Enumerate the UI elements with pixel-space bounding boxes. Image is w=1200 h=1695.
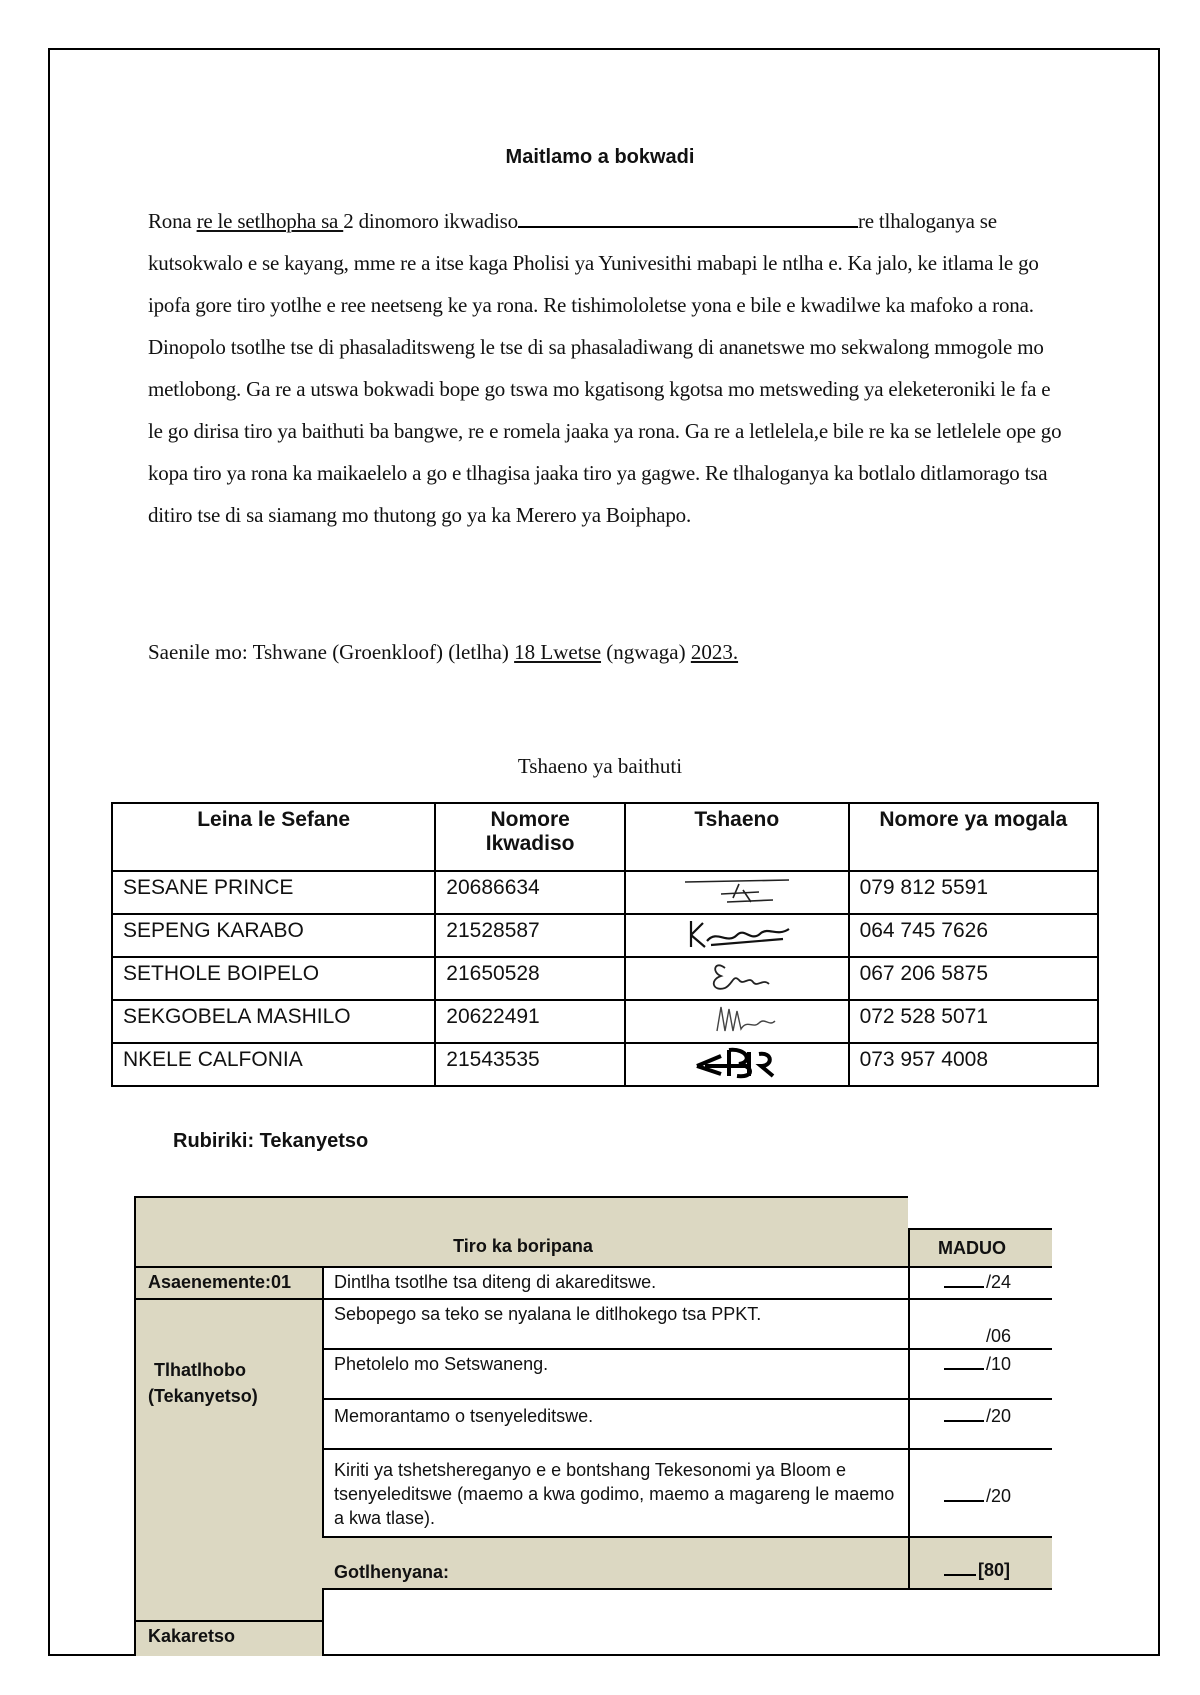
signed-year-label: (ngwaga) (601, 640, 691, 664)
table-row (112, 957, 1098, 1000)
students-table (111, 802, 1099, 1087)
student-phone: 079 812 5591 (849, 871, 1098, 914)
declaration-paragraph (148, 200, 1068, 536)
rubric-item-mark (944, 1406, 1011, 1427)
document-title: Maitlamo a bokwadi (505, 146, 695, 168)
student-name: SESANE PRINCE (112, 871, 435, 914)
student-number: 21543535 (435, 1043, 625, 1086)
header-phone: Nomore ya mogala (849, 803, 1098, 871)
table-row (112, 914, 1098, 957)
rubric-item-mark (986, 1326, 1011, 1347)
student-signature (625, 957, 849, 1000)
para-lead: Rona (148, 209, 197, 233)
rubric-left-column (134, 1266, 322, 1656)
student-number: 20622491 (435, 1000, 625, 1043)
student-name: SEPENG KARABO (112, 914, 435, 957)
student-number: 21650528 (435, 957, 625, 1000)
student-phone: 067 206 5875 (849, 957, 1098, 1000)
signature-2-icon (677, 915, 797, 951)
assessment-label: Asaenemente:01 (148, 1272, 292, 1292)
mark-value: /06 (986, 1326, 1012, 1346)
mark-blank (944, 1560, 976, 1576)
student-signature (625, 1043, 849, 1086)
total-label: Gotlhenyana: (334, 1562, 450, 1582)
signature-3-icon (677, 958, 797, 994)
evaluation-label-1: Tlhatlhobo (154, 1360, 246, 1380)
mark-blank (944, 1272, 984, 1288)
rubric-total-divider (908, 1538, 910, 1588)
signed-prefix: Saenile mo: Tshwane (Groenkloof) (letlha) (148, 640, 515, 664)
student-phone: 072 528 5071 (849, 1000, 1098, 1043)
rubric-header-marks-cell (908, 1228, 1052, 1266)
student-signature (625, 871, 849, 914)
left-divider-bottom (134, 1620, 322, 1622)
mark-value: /20 (986, 1486, 1012, 1506)
total-mark (944, 1560, 1010, 1581)
mark-blank (944, 1406, 984, 1422)
para-group-phrase: re le setlhopha sa (196, 209, 344, 233)
para-after-blank: re (857, 209, 874, 233)
row-line (322, 1588, 1052, 1590)
para-body: tlhaloganya se kutsokwalo e se kayang, mme re a itse kaga Pholisi ya Yunivesithi mabapi le ntlha e. Ka jalo, ke itlama le go ipofa gore tiro yotlhe e ree neetseng ke ya rona. Re tishimololetse yona e bile e kwadilwe ka mafoko a rona. Dinopolo tsotlhe tse di phasaladitsweng le tse di sa phasaladiwang di ananetswe mo sekwalong mmogole mo metlobong. Ga re a utswa bokwadi bope go tswa mo kgatisong kgotsa mo metsweding ya eleketeroniki le fa e le go dirisa tiro ya baithuti ba bangwe, re e romela jaaka ya rona. Ga re a letlelela,e bile re ka se letlelele ope go kopa tiro ya rona ka maikaelelo a go e tlhagisa jaaka tiro ya gagwe. Re tlhaloganya ka botlalo ditlamorago tsa ditiro tse di sa siamang mo thutong go ya ka Merero ya Boiphapo. (148, 209, 1062, 527)
rubric-item-text: Sebopego sa teko se nyalana le ditlhokego tsa PPKT. (334, 1304, 762, 1324)
rubric-title: Rubiriki: Tekanyetso (173, 1130, 369, 1152)
mark-value: /10 (986, 1354, 1012, 1374)
row-line (322, 1448, 1052, 1450)
student-name: NKELE CALFONIA (112, 1043, 435, 1086)
header-name: Leina le Sefane (112, 803, 435, 871)
student-number: 21528587 (435, 914, 625, 957)
student-number-blank (518, 208, 858, 228)
table-row (112, 1043, 1098, 1086)
mark-value: /24 (986, 1272, 1012, 1292)
rubric-item-text: Phetolelo mo Setswaneng. (334, 1354, 549, 1374)
students-header-row (112, 803, 1098, 871)
student-phone: 064 745 7626 (849, 914, 1098, 957)
mark-value: /20 (986, 1406, 1012, 1426)
signed-line (148, 640, 738, 665)
signed-year: 2023. (690, 640, 739, 664)
table-row (112, 1000, 1098, 1043)
evaluation-label-2: (Tekanyetso) (148, 1386, 258, 1406)
rubric-table (134, 1196, 1052, 1656)
para-number-phrase: 2 dinomoro ikwadiso (343, 209, 518, 233)
signature-1-icon (677, 872, 797, 908)
left-divider (134, 1298, 322, 1300)
signature-caption: Tshaeno ya baithuti (517, 754, 683, 778)
rubric-item-mark (944, 1272, 1011, 1293)
row-line (322, 1348, 1052, 1350)
table-row (112, 871, 1098, 914)
rubric-header-task-cell (134, 1196, 908, 1266)
rubric-item-text: Kiriti ya tshetshereganyo e e bontshang Tekesonomi ya Bloom e tsenyeleditswe (maemo a kwa godimo, maemo a magareng le maemo a kwa tlase). (334, 1460, 895, 1528)
summary-divider (322, 1590, 324, 1656)
mark-blank (944, 1486, 984, 1502)
student-name: SETHOLE BOIPELO (112, 957, 435, 1000)
rubric-header-marks: MADUO (938, 1238, 1006, 1258)
total-mark-value: [80] (978, 1560, 1011, 1580)
row-line (322, 1266, 1052, 1268)
student-signature (625, 1000, 849, 1043)
signature-5-icon (677, 1044, 797, 1080)
signature-4-icon (677, 1001, 797, 1037)
rubric-item-mark (944, 1486, 1011, 1507)
student-signature (625, 914, 849, 957)
row-line (322, 1298, 1052, 1300)
summary-label: Kakaretso (148, 1626, 236, 1646)
row-line (322, 1398, 1052, 1400)
rubric-header-task: Tiro ka boripana (453, 1236, 593, 1256)
rubric-item-mark (944, 1354, 1011, 1375)
header-signature: Tshaeno (625, 803, 849, 871)
rubric-item-text: Memorantamo o tsenyeleditswe. (334, 1406, 594, 1426)
student-phone: 073 957 4008 (849, 1043, 1098, 1086)
student-name: SEKGOBELA MASHILO (112, 1000, 435, 1043)
student-number: 20686634 (435, 871, 625, 914)
signed-date: 18 Lwetse (514, 640, 602, 664)
header-number: Nomore Ikwadiso (435, 803, 625, 871)
mark-blank (944, 1354, 984, 1370)
rubric-item-text: Dintlha tsotlhe tsa diteng di akareditswe. (334, 1272, 657, 1292)
